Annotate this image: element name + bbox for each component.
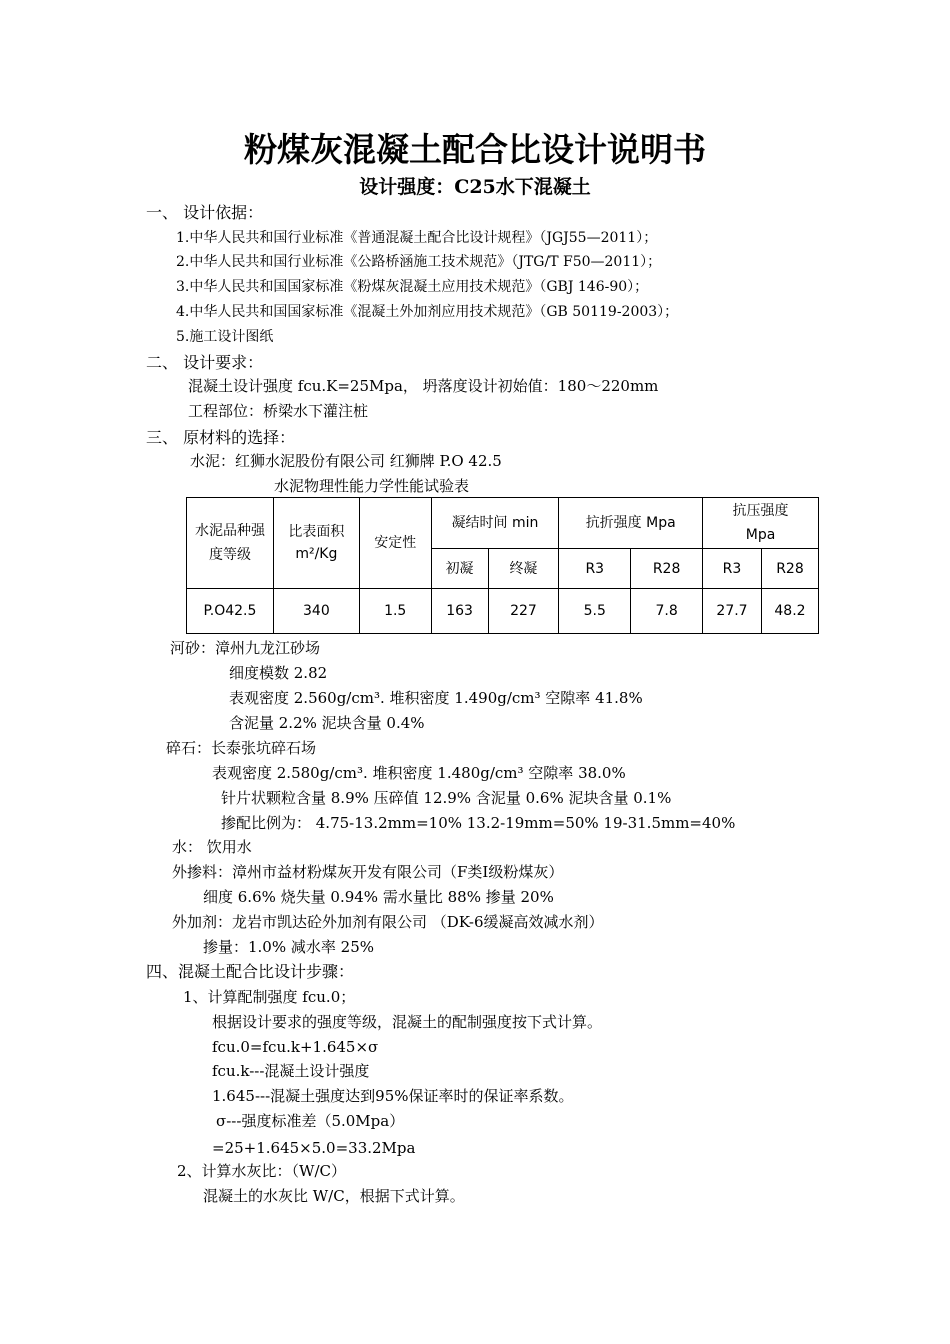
header-stability: 安定性	[359, 498, 431, 589]
step1-line: σ---强度标准差（5.0Mpa）	[216, 1112, 405, 1130]
table-cell: 163	[431, 589, 488, 634]
section-requirements-heading: 二、 设计要求：	[146, 353, 264, 372]
section-steps-heading: 四、混凝土配合比设计步骤：	[146, 962, 355, 981]
header-flexural-strength: 抗折强度 Mpa	[559, 498, 703, 549]
step1-title: 1、计算配制强度 fcu.0；	[183, 988, 356, 1006]
subheader-flexural-r28: R28	[631, 549, 703, 589]
step2-title: 2、计算水灰比：（W/C）	[177, 1162, 346, 1180]
sand-mud-content: 含泥量 2.2% 泥块含量 0.4%	[229, 714, 425, 732]
table-cell: P.O42.5	[187, 589, 274, 634]
subheader-initial-set: 初凝	[431, 549, 488, 589]
cement-source: 水泥：红狮水泥股份有限公司 红狮牌 P.O 42.5	[190, 452, 502, 470]
requirement-location: 工程部位：桥梁水下灌注桩	[188, 402, 369, 420]
header-compressive-strength: 抗压强度Mpa	[703, 498, 819, 549]
basis-item: 2.中华人民共和国行业标准《公路桥涵施工技术规范》（JTG/T F50—2011）；	[176, 254, 662, 270]
step1-line: 1.645---混凝土强度达到95%保证率时的保证率系数。	[212, 1087, 574, 1105]
basis-item: 3.中华人民共和国国家标准《粉煤灰混凝土应用技术规范》（GBJ 146-90）；	[176, 279, 649, 295]
sand-density: 表观密度 2.560g/cm³. 堆积密度 1.490g/cm³ 空隙率 41.8%	[229, 689, 643, 707]
basis-item: 1.中华人民共和国行业标准《普通混凝土配合比设计规程》（JGJ55—2011）；	[176, 230, 658, 246]
gravel-properties: 针片状颗粒含量 8.9% 压碎值 12.9% 含泥量 0.6% 泥块含量 0.1%	[221, 789, 672, 807]
requirement-strength: 混凝土设计强度 fcu.K=25Mpa， 坍落度设计初始值：180～220mm	[188, 377, 659, 395]
table-cell: 48.2	[761, 589, 818, 634]
document-subtitle: 设计强度：C25水下混凝土	[359, 176, 591, 198]
step1-line: fcu.k---混凝土设计强度	[212, 1062, 370, 1080]
gravel-ratio: 掺配比例为： 4.75-13.2mm=10% 13.2-19mm=50% 19-31.5mm=40%	[221, 814, 736, 832]
subheader-compressive-r28: R28	[761, 549, 818, 589]
step1-result: =25+1.645×5.0=33.2Mpa	[212, 1139, 416, 1157]
step1-formula: fcu.0=fcu.k+1.645×σ	[212, 1038, 379, 1056]
step2-line: 混凝土的水灰比 W/C，根据下式计算。	[203, 1187, 465, 1205]
table-cell: 7.8	[631, 589, 703, 634]
header-cement-grade: 水泥品种强度等级	[187, 498, 274, 589]
cement-test-table	[186, 497, 819, 634]
section-materials-heading: 三、 原材料的选择：	[146, 428, 296, 447]
table-cell: 27.7	[703, 589, 762, 634]
subheader-compressive-r3: R3	[703, 549, 762, 589]
step1-line: 根据设计要求的强度等级，混凝土的配制强度按下式计算。	[212, 1013, 603, 1031]
section-basis-heading: 一、 设计依据：	[146, 203, 264, 222]
admixture-source: 外掺料：漳州市益材粉煤灰开发有限公司（F类Ⅰ级粉煤灰）	[172, 863, 564, 881]
header-specific-area: 比表面积 m²/Kg	[273, 498, 359, 589]
header-setting-time: 凝结时间 min	[431, 498, 559, 549]
water-source: 水： 饮用水	[172, 838, 252, 856]
table-cell: 5.5	[559, 589, 631, 634]
basis-item: 5.施工设计图纸	[176, 329, 274, 345]
table-cell: 1.5	[359, 589, 431, 634]
cement-table-title: 水泥物理性能力学性能试验表	[274, 477, 470, 495]
admixture-properties: 细度 6.6% 烧失量 0.94% 需水量比 88% 掺量 20%	[203, 888, 554, 906]
subheader-flexural-r3: R3	[559, 549, 631, 589]
additive-source: 外加剂：龙岩市凯达砼外加剂有限公司 （DK-6缓凝高效减水剂）	[172, 913, 604, 931]
sand-source: 河砂：漳州九龙江砂场	[170, 639, 321, 657]
document-title: 粉煤灰混凝土配合比设计说明书	[244, 130, 706, 169]
table-cell: 340	[273, 589, 359, 634]
table-cell: 227	[488, 589, 559, 634]
additive-properties: 掺量：1.0% 减水率 25%	[203, 938, 374, 956]
basis-item: 4.中华人民共和国国家标准《混凝土外加剂应用技术规范》（GB 50119-2003）；	[176, 304, 679, 320]
sand-fineness: 细度模数 2.82	[229, 664, 328, 682]
subheader-final-set: 终凝	[488, 549, 559, 589]
gravel-density: 表观密度 2.580g/cm³. 堆积密度 1.480g/cm³ 空隙率 38.0%	[212, 764, 626, 782]
gravel-source: 碎石：长泰张坑碎石场	[166, 739, 317, 757]
